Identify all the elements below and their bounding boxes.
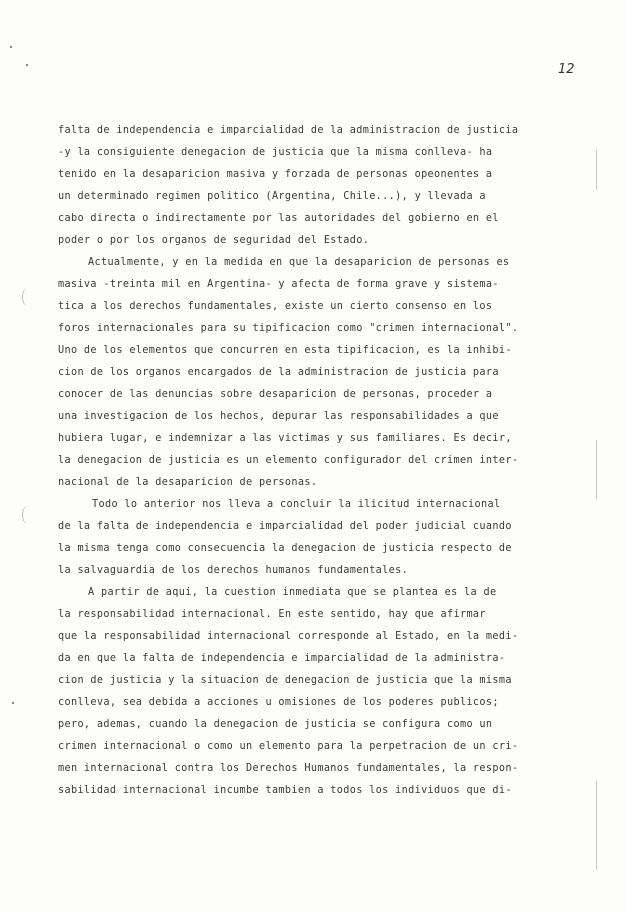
text-line: men internacional contra los Derechos Humanos fundamentales, la respon- <box>58 763 519 774</box>
punch-hole-mark <box>22 506 33 524</box>
text-line: cion de justicia y la situacion de denegacion de justicia que la misma <box>58 675 512 686</box>
page-edge-shadow <box>596 440 597 500</box>
text-line: hubiera lugar, e indemnizar a las victimas y sus familiares. Es decir, <box>58 433 512 444</box>
page-edge-shadow <box>596 150 597 190</box>
text-line: Actualmente, y en la medida en que la desaparicion de personas es <box>88 257 510 268</box>
text-line: sabilidad internacional incumbe tambien a todos los individuos que di- <box>58 785 512 796</box>
text-line: la responsabilidad internacional. En este sentido, hay que afirmar <box>58 609 486 620</box>
text-line: -y la consiguiente denegacion de justicia que la misma conlleva- ha <box>58 147 493 158</box>
text-line: Todo lo anterior nos lleva a concluir la ilicitud internacional <box>92 499 501 510</box>
text-line: crimen internacional o como un elemento para la perpetracion de un cri- <box>58 741 519 752</box>
text-line: A partir de aqui, la cuestion inmediata que se plantea es la de <box>88 587 497 598</box>
paper-speck <box>26 64 28 66</box>
text-line: da en que la falta de independencia e imparcialidad de la administra- <box>58 653 506 664</box>
text-line: una investigacion de los hechos, depurar las responsabilidades a que <box>58 411 499 422</box>
text-line: conlleva, sea debida a acciones u omisiones de los poderes publicos; <box>58 697 499 708</box>
text-line: la denegacion de justicia es un elemento configurador del crimen inter- <box>58 455 519 466</box>
punch-hole-mark <box>22 288 33 306</box>
text-line: un determinado regimen politico (Argentina, Chile...), y llevada a <box>58 191 486 202</box>
page-edge-shadow <box>596 780 597 870</box>
body-text <box>58 120 590 802</box>
text-line: falta de independencia e imparcialidad de la administracion de justicia <box>58 125 519 136</box>
text-line: poder o por los organos de seguridad del Estado. <box>58 235 370 246</box>
text-line: que la responsabilidad internacional corresponde al Estado, en la medi- <box>58 631 519 642</box>
text-line: Uno de los elementos que concurren en esta tipificacion, es la inhibi- <box>58 345 512 356</box>
text-line: la salvaguardia de los derechos humanos fundamentales. <box>58 565 409 576</box>
text-line: cabo directa o indirectamente por las autoridades del gobierno en el <box>58 213 499 224</box>
page-number: 12 <box>558 62 575 77</box>
text-line: de la falta de independencia e imparcialidad del poder judicial cuando <box>58 521 512 532</box>
text-line: conocer de las denuncias sobre desaparicion de personas, proceder a <box>58 389 493 400</box>
text-line: tenido en la desaparicion masiva y forzada de personas opeonentes a <box>58 169 493 180</box>
text-line: tica a los derechos fundamentales, existe un cierto consenso en los <box>58 301 493 312</box>
text-line: cion de los organos encargados de la administracion de justicia para <box>58 367 499 378</box>
paper-speck <box>12 702 14 704</box>
text-line: foros internacionales para su tipificacion como "crimen internacional". <box>58 323 519 334</box>
text-line: nacional de la desaparicion de personas. <box>58 477 318 488</box>
text-line: pero, ademas, cuando la denegacion de justicia se configura como un <box>58 719 493 730</box>
text-line: masiva -treinta mil en Argentina- y afecta de forma grave y sistema- <box>58 279 499 290</box>
text-line: la misma tenga como consecuencia la denegacion de justicia respecto de <box>58 543 512 554</box>
paper-speck <box>10 46 12 48</box>
